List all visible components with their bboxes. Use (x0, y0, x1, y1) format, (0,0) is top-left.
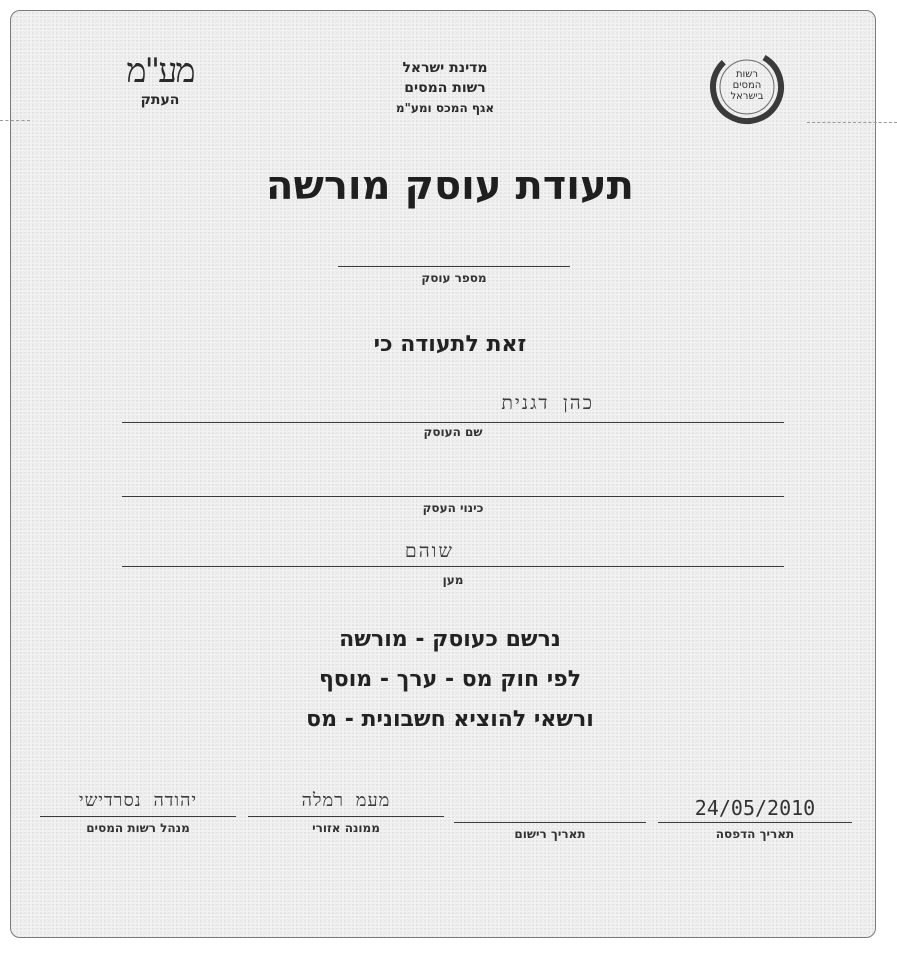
tax-authority-seal-icon (707, 47, 787, 127)
print-date-field (658, 796, 852, 841)
business-alias-field (122, 468, 784, 515)
seal-line-3: בישראל (730, 91, 764, 102)
registration-date-line (454, 822, 646, 823)
business-number-value (338, 240, 570, 266)
regional-officer-field (248, 790, 444, 835)
registration-date-value (454, 796, 646, 822)
business-alias-line (122, 496, 784, 497)
regional-officer-value: מעמ רמלה (301, 790, 391, 811)
vat-logo-mark: מע"מ (126, 51, 194, 91)
print-date-value: 24/05/2010 (694, 796, 816, 820)
regional-officer-label: ממונה אזורי (312, 821, 380, 835)
statement-line-2: לפי חוק מס - ערך - מוסף (318, 667, 582, 692)
authority-name: רשות המסים (404, 80, 486, 96)
registration-statement (200, 620, 700, 740)
business-owner-label: שם העוסק (423, 425, 483, 439)
department-name: אגף המכס ומע"מ (395, 101, 495, 115)
state-name: מדינת ישראל (402, 60, 488, 76)
address-value: שוהם (404, 540, 454, 562)
statement-line-1: נרשם כעוסק - מורשה (339, 627, 561, 652)
tax-director-value: יהודה נסרדישי (78, 790, 198, 811)
tax-director-label: מנהל רשות המסים (86, 821, 190, 835)
issuing-authority-block (360, 58, 530, 118)
business-alias-label: כינוי העסק (422, 501, 484, 515)
print-date-label: תאריך הדפסה (715, 827, 795, 841)
business-owner-value: כהן דגנית (501, 392, 594, 414)
margin-tick-left (0, 120, 30, 121)
statement-line-3: ורשאי להוציא חשבונית - מס (306, 707, 594, 732)
print-date-line (658, 822, 852, 823)
seal-line-1: רשות (735, 69, 759, 80)
seal-line-2: המסים (732, 80, 762, 91)
business-number-line (338, 266, 570, 267)
margin-tick-right (807, 122, 897, 123)
registration-date-label: תאריך רישום (514, 827, 586, 841)
business-number-field (338, 240, 570, 285)
tax-director-field (40, 790, 236, 835)
address-line (122, 566, 784, 567)
tax-director-line (40, 816, 236, 817)
certificate-title: תעודת עוסק מורשה (266, 163, 634, 209)
business-alias-value (122, 468, 784, 496)
registration-date-field (454, 796, 646, 841)
business-number-label: מספר עוסק (421, 271, 487, 285)
regional-officer-line (248, 816, 444, 817)
vat-copy-logo (100, 52, 220, 108)
certify-text: זאת לתעודה כי (373, 332, 527, 357)
copy-label: העתק (140, 92, 180, 108)
business-owner-line (122, 422, 784, 423)
address-label: מען (442, 573, 464, 587)
business-owner-field (122, 392, 784, 439)
address-field (122, 540, 784, 587)
